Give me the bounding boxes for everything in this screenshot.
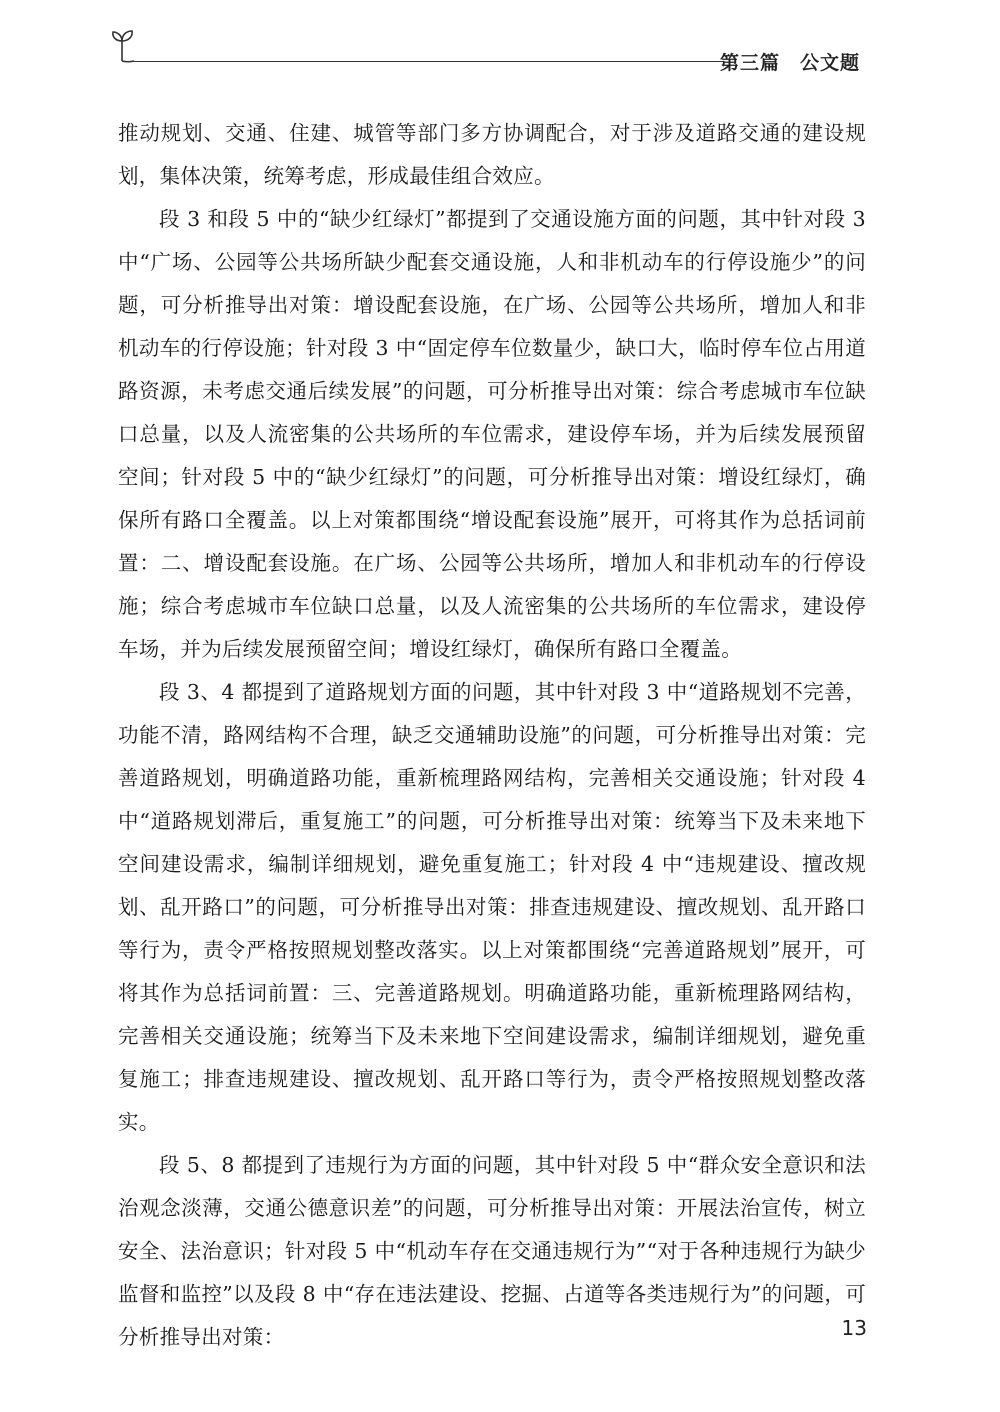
paragraph: 段 3 和段 5 中的“缺少红绿灯”都提到了交通设施方面的问题，其中针对段 3 中“广场、公园等公共场所缺少配套交通设施，人和非机动车的行停设施少”的问题，可分析推导出对策：增设配套设施，在广场、公园等公共场所，增加人和非机动车的行停设施；针对段 3 中“固定停车位数量少，缺口大，临时停车位占用道路资源，未考虑交通后续发展”的问题，可分析推导出对策：综合考虑城市车位缺口总量，以及人流密集的公共场所的车位需求，建设停车场，并为后续发展预留空间；针对段 5 中的“缺少红绿灯”的问题，可分析推导出对策：增设红绿灯，确保所有路口全覆盖。以上对策都围绕“增设配套设施”展开，可将其作为总括词前置：二、增设配套设施。在广场、公园等公共场所，增加人和非机动车的行停设施；综合考虑城市车位缺口总量，以及人流密集的公共场所的车位需求，建设停车场，并为后续发展预留空间；增设红绿灯，确保所有路口全覆盖。 (118, 207, 866, 661)
page-header (110, 28, 870, 78)
paragraph: 段 5、8 都提到了违规行为方面的问题，其中针对段 5 中“群众安全意识和法治观念淡薄，交通公德意识差”的问题，可分析推导出对策：开展法治宣传，树立安全、法治意识；针对段 5 中“机动车存在交通违规行为”“对于各种违规行为缺少监督和监控”以及段 8 中“存在违法建设、挖掘、占道等各类违规行为”的问题，可分析推导出对策： (118, 1153, 866, 1349)
paragraph: 段 3、4 都提到了道路规划方面的问题，其中针对段 3 中“道路规划不完善，功能不清，路网结构不合理，缺乏交通辅助设施”的问题，可分析推导出对策：完善道路规划，明确道路功能，重新梳理路网结构，完善相关交通设施；针对段 4 中“道路规划滞后，重复施工”的问题，可分析推导出对策：统筹当下及未来地下空间建设需求，编制详细规划，避免重复施工；针对段 4 中“违规建设、擅改规划、乱开路口”的问题，可分析推导出对策：排查违规建设、擅改规划、乱开路口等行为，责令严格按照规划整改落实。以上对策都围绕“完善道路规划”展开，可将其作为总括词前置：三、完善道路规划。明确道路功能，重新梳理路网结构，完善相关交通设施；统筹当下及未来地下空间建设需求，编制详细规划，避免重复施工；排查违规建设、擅改规划、乱开路口等行为，责令严格按照规划整改落实。 (118, 680, 866, 1134)
page-number: 13 (841, 1316, 867, 1340)
document-body (118, 112, 866, 1359)
header-divider (132, 61, 724, 62)
sprout-icon (110, 28, 150, 64)
paragraph: 推动规划、交通、住建、城管等部门多方协调配合，对于涉及道路交通的建设规划，集体决策，统筹考虑，形成最佳组合效应。 (118, 121, 866, 188)
section-title: 第三篇 公文题 (719, 52, 860, 74)
